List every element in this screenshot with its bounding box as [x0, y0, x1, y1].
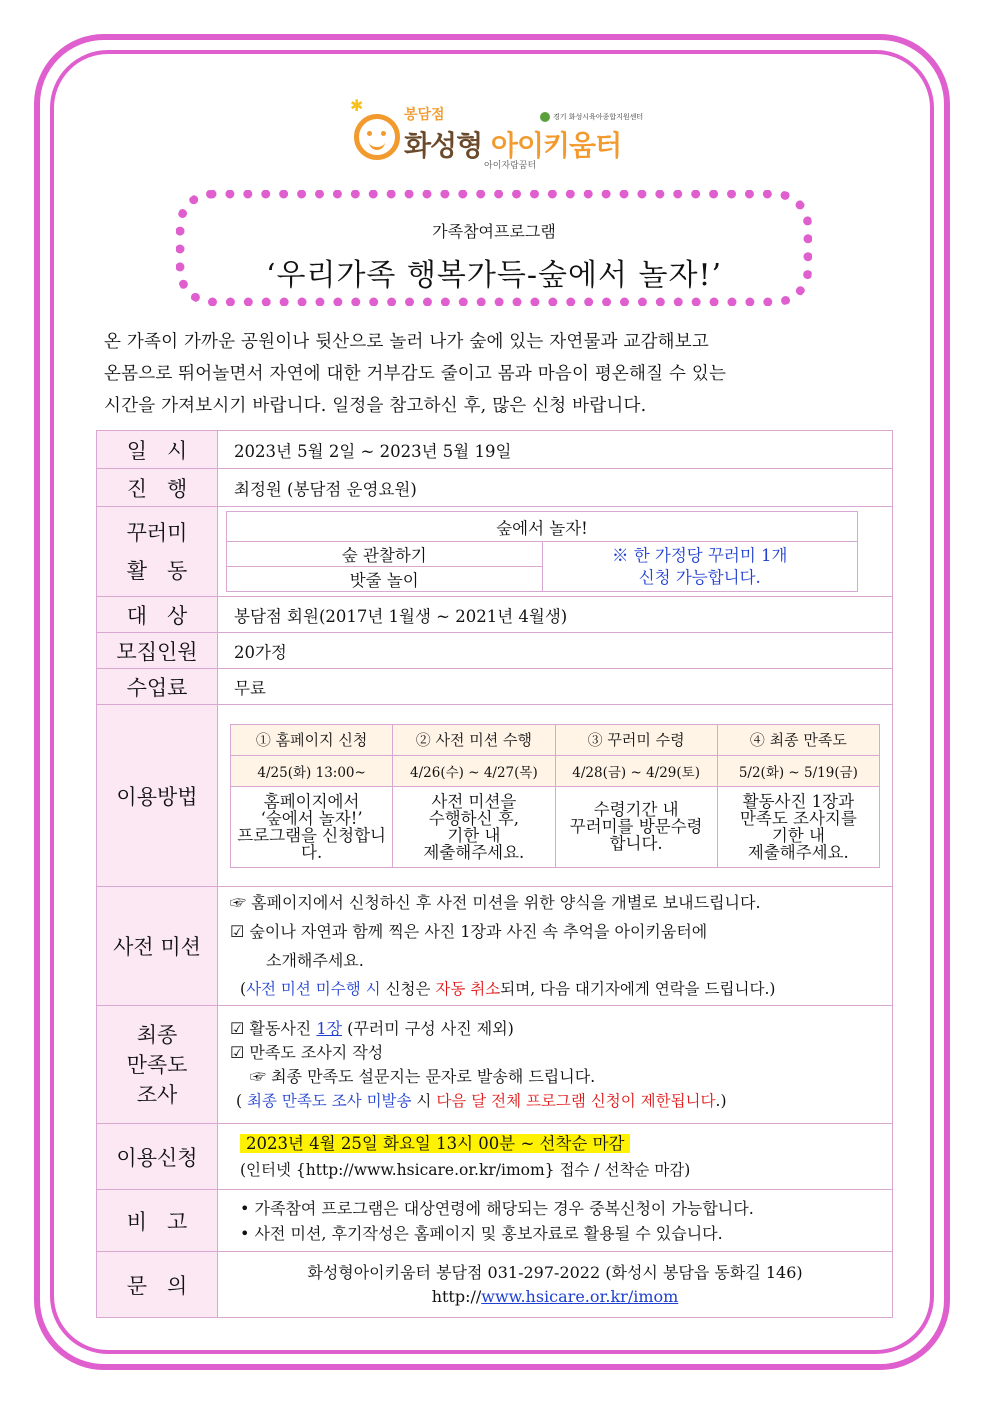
intro-line: 온몸으로 뛰어놀면서 자연에 대한 거부감도 줄이고 몸과 마음이 평온해질 수 있는 — [104, 364, 727, 384]
warn-text: 되며, 다음 대기자에게 연락을 드립니다.) — [500, 980, 776, 998]
logo-tagline: 아이자람꿈터 — [484, 161, 537, 171]
title-sub: 가족참여프로그램 — [432, 222, 556, 241]
kit-item: 밧줄 놀이 — [227, 567, 543, 592]
row-kit — [97, 507, 893, 597]
warn-text: ( — [240, 980, 247, 998]
warn-red: 자동 취소 — [435, 980, 501, 998]
value-remarks — [218, 1190, 893, 1252]
title-box — [176, 190, 812, 306]
label-contact: 문 의 — [97, 1252, 218, 1318]
label-lead: 진 행 — [97, 469, 218, 507]
intro-line: 시간을 가져보시기 바랍니다. 일정을 참고하신 후, 많은 신청 바랍니다. — [104, 396, 647, 416]
step-desc-line: 합니다. — [609, 834, 663, 853]
row-survey — [97, 1006, 893, 1124]
contact-url-line — [219, 1285, 891, 1309]
step-desc-line: 수령기간 내 — [593, 800, 679, 819]
value-apply — [218, 1124, 893, 1190]
label-survey — [97, 1006, 218, 1124]
url-prefix: http:// — [431, 1286, 482, 1306]
label-method: 이용방법 — [97, 705, 218, 887]
mission-line: ☑ 숲이나 자연과 함께 찍은 사진 1장과 사진 속 추억을 아이키움터에 — [230, 922, 708, 941]
step-date: 5/2(화) ~ 5/19(금) — [717, 755, 879, 786]
star-icon: ✱ — [350, 96, 364, 115]
step-desc — [555, 786, 717, 867]
row-mission — [97, 887, 893, 1006]
row-remarks — [97, 1190, 893, 1252]
warn-text: 신청은 — [380, 980, 436, 998]
step-date: 4/25(화) 13:00~ — [231, 755, 393, 786]
page-title: ‘우리가족 행복가득-숲에서 놀자!’ — [265, 258, 723, 293]
step-date: 4/26(수) ~ 4/27(목) — [393, 755, 555, 786]
apply-detail: (인터넷 {http://www.hsicare.or.kr/imom} 접수 / 선착순 마감) — [240, 1160, 691, 1179]
row-apply — [97, 1124, 893, 1190]
value-lead: 최정원 (봉담점 운영요원) — [218, 469, 893, 507]
warn-text: ( — [236, 1091, 247, 1110]
step-desc-line: 홈페이지에서 — [263, 791, 360, 811]
steps-table — [230, 724, 880, 868]
step-title: ② 사전 미션 수행 — [393, 724, 555, 755]
value-method — [218, 705, 893, 887]
value-kit — [218, 507, 893, 597]
warn-text: .) — [715, 1091, 727, 1110]
survey-text: ☑ 활동사진 — [230, 1018, 317, 1038]
intro-line: 온 가족이 가까운 공원이나 뒷산으로 놀러 나가 숲에 있는 자연물과 교감해보고 — [104, 332, 709, 352]
warn-blue: 최종 만족도 조사 미발송 — [246, 1091, 412, 1110]
step-desc — [393, 786, 555, 867]
step-desc-line: 수행하신 후, — [428, 808, 519, 828]
info-table — [96, 430, 893, 1318]
logo-name-part-a: 화성형 — [404, 129, 491, 162]
value-date: 2023년 5월 2일 ~ 2023년 5월 19일 — [218, 431, 893, 469]
apply-highlight-line — [230, 1131, 891, 1157]
row-capacity — [97, 633, 893, 669]
mission-line: 소개해주세요. — [266, 951, 364, 970]
row-contact — [97, 1252, 893, 1318]
label-kit-1: 꾸러미 — [126, 520, 188, 545]
contact-line: 화성형아이키움터 봉담점 031-297-2022 (화성시 봉담읍 동화길 146) — [307, 1262, 803, 1282]
step-desc-line: 제출해주세요. — [747, 842, 849, 862]
row-fee — [97, 669, 893, 705]
label-survey-2: 만족도 — [126, 1052, 188, 1077]
value-capacity: 20가정 — [218, 633, 893, 669]
logo-org-name: 경기 화성시육아종합지원센터 — [553, 113, 644, 121]
warn-blue: 사전 미션 미수행 시 — [246, 980, 381, 998]
survey-line: ☑ 만족도 조사지 작성 — [230, 1042, 384, 1062]
label-mission: 사전 미션 — [97, 887, 218, 1006]
logo-name-part-b: 아이키움터 — [490, 129, 622, 162]
survey-warning — [230, 1089, 891, 1113]
step-desc — [231, 786, 393, 867]
org-icon — [540, 112, 550, 122]
row-target — [97, 597, 893, 633]
label-survey-3: 조사 — [136, 1082, 178, 1107]
mission-warning — [230, 975, 891, 1004]
step-desc-line: 제출해주세요. — [423, 842, 525, 862]
value-fee: 무료 — [218, 669, 893, 705]
step-desc-line: 기한 내 — [447, 825, 501, 845]
step-desc-line: 만족도 조사지를 — [739, 808, 857, 828]
step-desc — [717, 786, 879, 867]
label-fee: 수업료 — [97, 669, 218, 705]
step-desc-line: ‘숲에서 놀자!’ — [260, 808, 363, 828]
logo-org — [540, 112, 643, 122]
row-lead — [97, 469, 893, 507]
value-mission — [218, 887, 893, 1006]
homepage-link[interactable]: www.hsicare.or.kr/imom — [481, 1286, 679, 1306]
logo — [350, 96, 650, 171]
smile-face-icon — [354, 114, 400, 160]
remark-line: • 가족참여 프로그램은 대상연령에 해당되는 경우 중복신청이 가능합니다. — [240, 1198, 754, 1218]
kit-item: 숲 관찰하기 — [227, 542, 543, 567]
logo-branch: 봉담점 — [404, 107, 445, 123]
kit-note-line: ※ 한 가정당 꾸러미 1개 — [612, 545, 788, 565]
row-date — [97, 431, 893, 469]
warn-text: 시 — [411, 1091, 437, 1110]
step-desc-line: 꾸러미를 방문수령 — [569, 817, 703, 836]
label-kit-2: 활 동 — [126, 558, 188, 583]
step-desc-line: 사전 미션을 — [431, 791, 517, 811]
step-title: ④ 최종 만족도 — [717, 724, 879, 755]
label-target: 대 상 — [97, 597, 218, 633]
label-date: 일 시 — [97, 431, 218, 469]
step-desc-line: 활동사진 1장과 — [742, 791, 855, 811]
row-method — [97, 705, 893, 887]
step-title: ③ 꾸러미 수령 — [555, 724, 717, 755]
kit-note-line: 신청 가능합니다. — [638, 567, 761, 587]
step-date: 4/28(금) ~ 4/29(토) — [555, 755, 717, 786]
mission-line: ☞ 홈페이지에서 신청하신 후 사전 미션을 위한 양식을 개별로 보내드립니다. — [230, 893, 761, 912]
value-target: 봉담점 회원(2017년 1월생 ~ 2021년 4월생) — [218, 597, 893, 633]
step-title: ① 홈페이지 신청 — [231, 724, 393, 755]
value-contact — [218, 1252, 893, 1318]
label-survey-1: 최종 — [136, 1022, 178, 1047]
step-desc-line: 기한 내 — [771, 825, 825, 845]
kit-table — [226, 511, 858, 592]
survey-count: 1장 — [316, 1018, 342, 1038]
survey-text: (꾸러미 구성 사진 제외) — [341, 1018, 514, 1038]
label-remarks: 비 고 — [97, 1190, 218, 1252]
survey-line: ☞ 최종 만족도 설문지는 문자로 발송해 드립니다. — [250, 1066, 596, 1086]
survey-line — [230, 1017, 891, 1041]
label-apply: 이용신청 — [97, 1124, 218, 1190]
remark-line: • 사전 미션, 후기작성은 홈페이지 및 홍보자료로 활용될 수 있습니다. — [240, 1223, 723, 1243]
value-survey — [218, 1006, 893, 1124]
label-capacity: 모집인원 — [97, 633, 218, 669]
intro-text — [104, 326, 894, 422]
apply-highlight: 2023년 4월 25일 화요일 13시 00분 ~ 선착순 마감 — [240, 1134, 630, 1153]
warn-red: 다음 달 전체 프로그램 신청이 제한됩니다 — [436, 1091, 716, 1110]
kit-header: 숲에서 놀자! — [227, 512, 858, 542]
label-kit — [97, 507, 218, 597]
step-desc-line: 프로그램을 신청합니다. — [237, 825, 386, 862]
kit-note — [542, 542, 858, 592]
